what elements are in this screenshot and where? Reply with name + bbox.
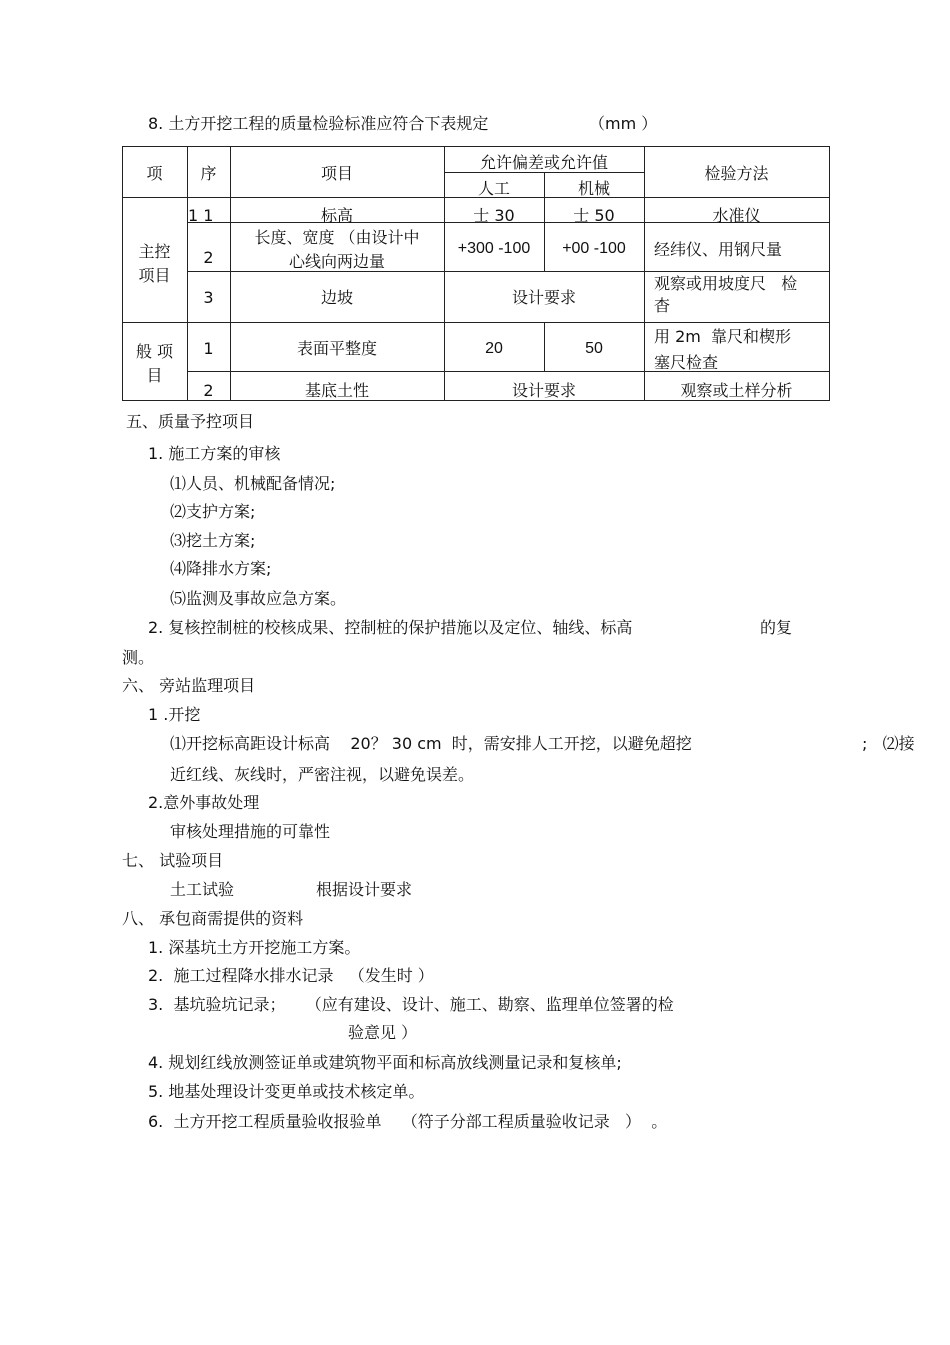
table-border-top xyxy=(122,146,830,147)
header-machine: 机械 xyxy=(577,179,610,198)
section5-sub4: ⑷降排水方案; xyxy=(170,559,272,578)
section5-item2: 2. 复核控制桩的校核成果、控制桩的保护措施以及定位、轴线、标高 xyxy=(148,618,633,637)
table-caption-text: 8. 土方开挖工程的质量检验标准应符合下表规定 xyxy=(148,114,489,133)
table-caption-unit: （mm ） xyxy=(589,114,658,133)
row4-method-line1: 用 2m 靠尺和楔形 xyxy=(654,327,792,346)
section8-title: 八、 承包商需提供的资料 xyxy=(122,909,304,928)
row5-seq: 2 xyxy=(203,381,214,400)
row1-project: 标高 xyxy=(320,206,353,225)
section8-item3: 3. 基坑验坑记录； （应有建设、设计、施工、勘察、监理单位签署的检 xyxy=(148,995,674,1014)
row5-project: 基底土性 xyxy=(304,381,369,400)
row2-project-line1: 长度、宽度 （由设计中 xyxy=(254,228,420,247)
row3-seq: 3 xyxy=(203,288,214,307)
section8-item6: 6. 土方开挖工程质量验收报验单 （符子分部工程质量验收记录 ） 。 xyxy=(148,1112,668,1131)
section7-item: 土工试验 xyxy=(170,880,235,899)
row2-project-line2: 心线向两边量 xyxy=(288,252,385,271)
section8-item3-wrap: 验意见 ） xyxy=(348,1023,418,1042)
row3-method-line2: 杳 xyxy=(654,296,671,315)
table-border-right xyxy=(829,146,830,401)
header-seq: 序 xyxy=(200,164,217,183)
section8-item4: 4. 规划红线放测签证单或建筑物平面和标高放线测量记录和复核单; xyxy=(148,1053,622,1072)
section6-item1: 1 .开挖 xyxy=(148,705,201,724)
row1-method: 水准仪 xyxy=(712,206,761,225)
section5-item2-tail: 的复 xyxy=(760,618,793,637)
section8-item2: 2. 施工过程降水排水记录 （发生时 ） xyxy=(148,966,434,985)
header-manual: 人工 xyxy=(477,179,510,198)
quality-standard-table xyxy=(122,146,830,401)
section6-item2-sub: 审核处理措施的可靠性 xyxy=(170,822,331,841)
table-rule xyxy=(187,371,830,372)
row4-project: 表面平整度 xyxy=(296,339,377,358)
section5-item1: 1. 施工方案的审核 xyxy=(148,444,281,463)
section8-item5: 5. 地基处理设计变更单或技术核定单。 xyxy=(148,1082,425,1101)
section5-sub2: ⑵支护方案; xyxy=(170,502,256,521)
section5-title: 五、质量予控项目 xyxy=(126,412,255,431)
row4-manual: 20 xyxy=(485,340,503,357)
section8-item1: 1. 深基坑土方开挖施工方案。 xyxy=(148,938,361,957)
section6-line1-tail: ; ⑵接 xyxy=(862,734,915,753)
header-item: 项 xyxy=(146,164,163,183)
row3-project: 边坡 xyxy=(320,288,353,307)
row3-requirement: 设计要求 xyxy=(511,288,576,307)
table-rule xyxy=(230,146,231,401)
row2-method: 经纬仪、用钢尺量 xyxy=(654,240,783,259)
section6-line2: 近红线、灰线时，严密注视，以避免误差。 xyxy=(170,765,475,784)
section5-sub3: ⑶挖土方案; xyxy=(170,531,256,550)
section6-item2: 2.意外事故处理 xyxy=(148,793,260,812)
row2-manual: +300 -100 xyxy=(457,240,531,257)
row5-method: 观察或土样分析 xyxy=(680,381,793,400)
header-tolerance: 允许偏差或允许值 xyxy=(479,153,608,172)
table-rule xyxy=(187,146,188,401)
row4-seq: 1 xyxy=(203,339,214,358)
group-general: 般 项 目 xyxy=(135,342,174,385)
header-project: 项目 xyxy=(320,164,353,183)
row2-machine: +00 -100 xyxy=(562,240,626,257)
row5-requirement: 设计要求 xyxy=(511,381,576,400)
row4-machine: 50 xyxy=(585,340,603,357)
row1-manual: 士 30 xyxy=(473,206,515,225)
row3-method-line1: 观察或用坡度尺 检 xyxy=(654,274,798,293)
group-main-control: 主控 项目 xyxy=(138,242,171,285)
row1-machine: 士 50 xyxy=(573,206,615,225)
table-caption xyxy=(148,114,488,134)
section7-item-value: 根据设计要求 xyxy=(316,880,413,899)
section7-title: 七、 试验项目 xyxy=(122,851,224,870)
row1-seq: 1 1 xyxy=(188,206,214,225)
section5-item2-wrap: 测。 xyxy=(122,648,155,667)
section6-line1: ⑴开挖标高距设计标高 20？ 30 cm 时，需安排人工开挖，以避免超挖 xyxy=(170,734,692,753)
table-rule xyxy=(644,146,645,401)
row4-method-line2: 塞尺检查 xyxy=(654,353,719,372)
section5-sub1: ⑴人员、机械配备情况; xyxy=(170,474,336,493)
header-method: 检验方法 xyxy=(704,164,769,183)
row2-seq: 2 xyxy=(203,248,214,267)
section5-sub5: ⑸监测及事故应急方案。 xyxy=(170,589,347,608)
section6-title: 六、 旁站监理项目 xyxy=(122,676,256,695)
table-rule xyxy=(122,322,830,323)
